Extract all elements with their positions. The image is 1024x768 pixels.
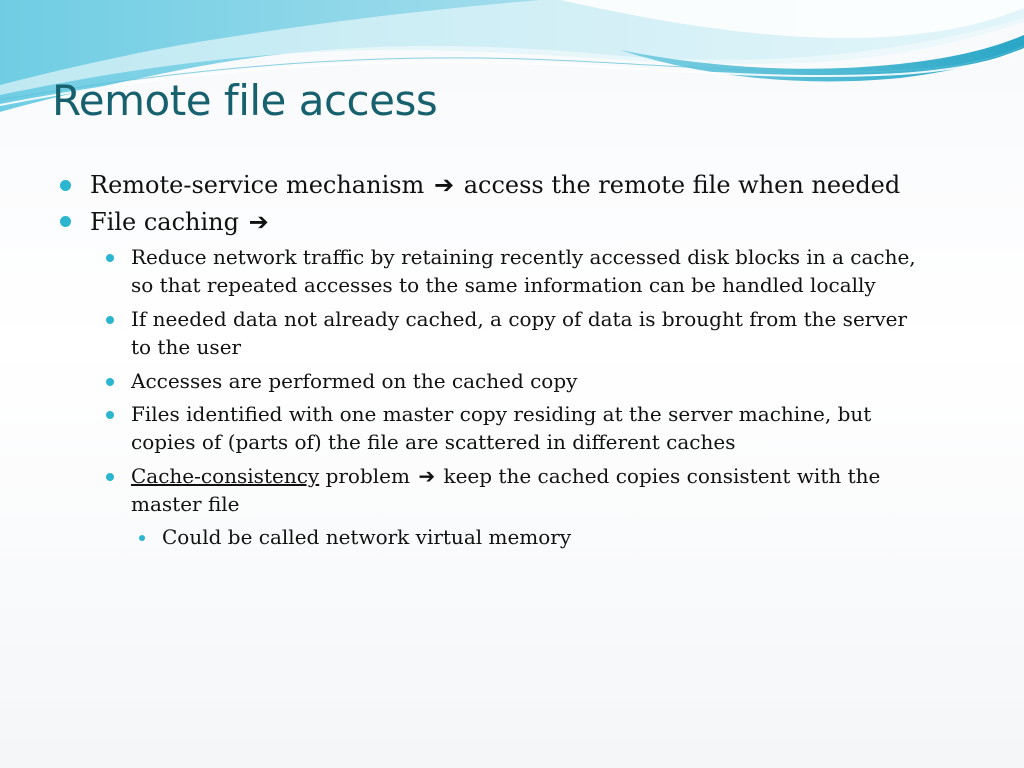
sub-bullet-dot-icon <box>106 254 114 262</box>
slide-title: Remote file access <box>52 76 438 125</box>
arrow-right-icon: ➔ <box>418 464 436 488</box>
sub-bullet-post: keep the cached copies consistent with the <box>443 464 881 488</box>
sub-bullet-line-2: master file <box>131 492 240 516</box>
bullet-text-post: access the remote file when needed <box>463 171 901 199</box>
bullet-text <box>90 171 900 199</box>
sub-bullet-line-2: copies of (parts of) the file are scattered in different caches <box>131 430 736 454</box>
sub-bullet-mid: problem <box>325 464 410 488</box>
bullet-dot-icon <box>60 216 71 227</box>
sub-bullet-line-1: Accesses are performed on the cached copy <box>131 369 578 393</box>
sub-bullet-line-2: to the user <box>131 335 242 359</box>
sub-bullet-dot-icon <box>106 316 114 324</box>
sub-bullet-line-1: If needed data not already cached, a copy of data is brought from the server <box>131 307 908 331</box>
bullet-text-pre: Remote-service mechanism <box>90 171 425 199</box>
sub-bullet-dot-icon <box>106 411 114 419</box>
sub-bullet-dot-icon <box>106 378 114 386</box>
bullet-text-pre: File caching <box>90 208 239 236</box>
sub-bullet-line-2: so that repeated accesses to the same information can be handled locally <box>131 273 876 297</box>
sub-sub-bullet-dot-icon <box>139 535 145 541</box>
bullet-text <box>90 208 271 236</box>
sub-bullet-line-1: Files identified with one master copy residing at the server machine, but <box>131 402 872 426</box>
sub-bullet-line-1: Reduce network traffic by retaining recently accessed disk blocks in a cache, <box>131 245 916 269</box>
arrow-right-icon: ➔ <box>433 171 455 199</box>
bullet-dot-icon <box>60 180 71 191</box>
cache-consistency-term: Cache-consistency <box>131 464 320 488</box>
sub-bullet-line-1 <box>131 463 880 490</box>
sub-sub-bullet-line-1: Could be called network virtual memory <box>162 525 572 549</box>
arrow-right-icon: ➔ <box>248 208 269 236</box>
sub-bullet-dot-icon <box>106 473 114 481</box>
